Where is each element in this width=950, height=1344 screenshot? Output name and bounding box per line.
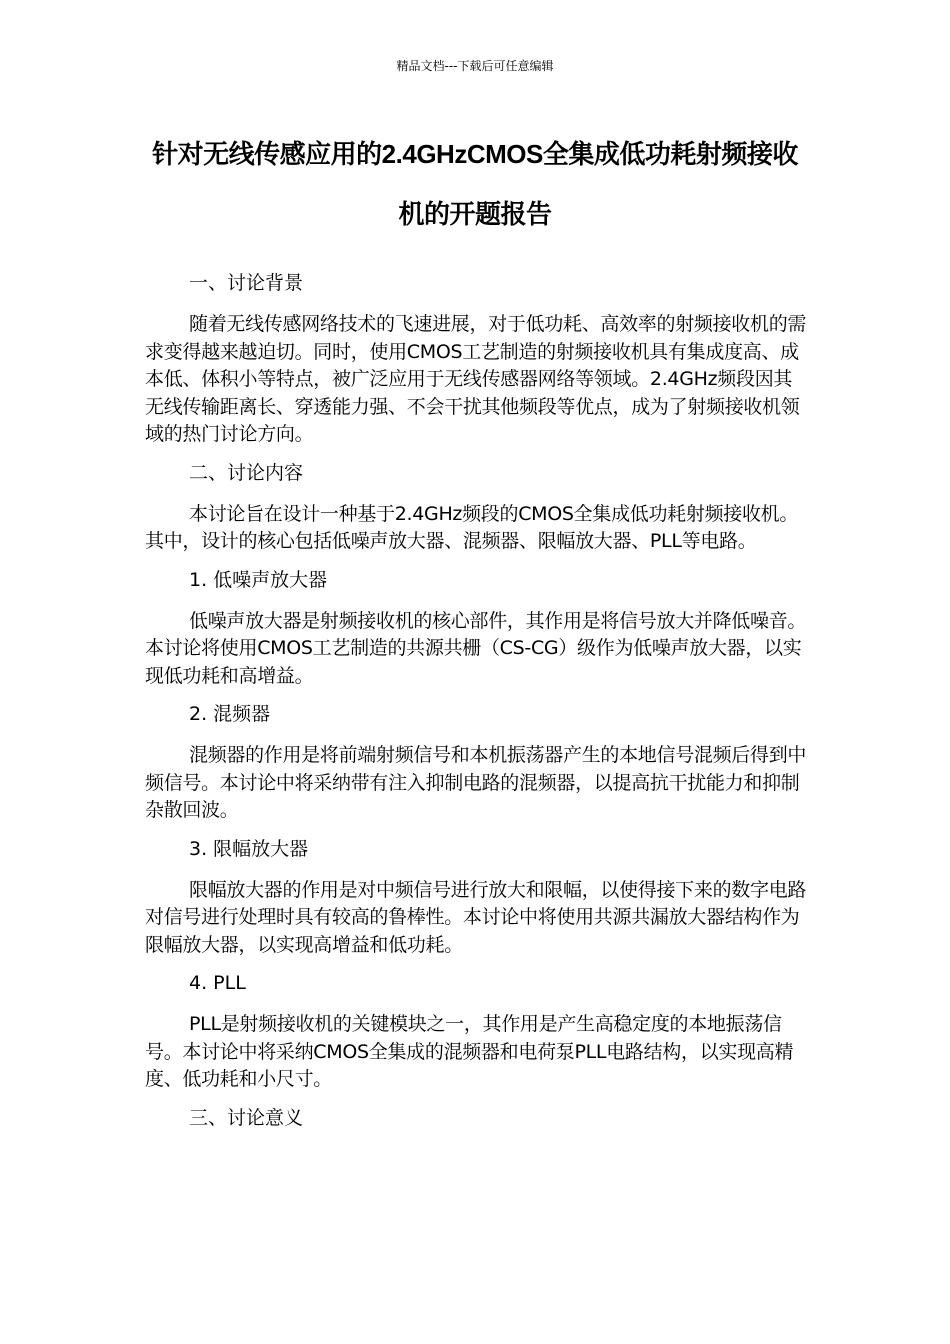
subsection-paragraph: 限幅放大器的作用是对中频信号进行放大和限幅，以使得接下来的数字电路对信号进行处理时具有较高的鲁棒性。本讨论中将使用共源共漏放大器结构作为限幅放大器，以实现高增益和低功耗。: [145, 878, 807, 956]
subsection-lna: [145, 567, 810, 691]
section-background: [145, 270, 810, 449]
document-body: [145, 270, 810, 1146]
section-heading: 三、讨论意义: [189, 1106, 304, 1129]
subsection-mixer: [145, 701, 810, 825]
section-heading: 一、讨论背景: [189, 272, 304, 294]
section-content: [145, 460, 810, 556]
subsection-pll: [145, 970, 810, 1094]
subsection-limiting-amplifier: [145, 836, 810, 960]
page-header-note: 精品文档---下载后可任意编辑: [396, 59, 554, 73]
subsection-heading: 3. 限幅放大器: [189, 837, 309, 860]
section-significance: [145, 1105, 810, 1132]
subsection-heading: 2. 混频器: [189, 703, 271, 725]
subsection-heading: 4. PLL: [189, 972, 246, 994]
subsection-paragraph: 低噪声放大器是射频接收机的核心部件，其作用是将信号放大并降低噪音。本讨论将使用CMOS工艺制造的共源共栅（CS-CG）级作为低噪声放大器，以实现低功耗和高增益。: [145, 609, 807, 687]
section-paragraph: 本讨论旨在设计一种基于2.4GHz频段的CMOS全集成低功耗射频接收机。其中，设计的核心包括低噪声放大器、混频器、限幅放大器、PLL等电路。: [145, 502, 799, 552]
document-title: 针对无线传感应用的2.4GHzCMOS全集成低功耗射频接收机的开题报告: [152, 139, 798, 229]
section-paragraph: 随着无线传感网络技术的飞速进展，对于低功耗、高效率的射频接收机的需求变得越来越迫切。同时，使用CMOS工艺制造的射频接收机具有集成度高、成本低、体积小等特点，被广泛应用于无线传感器网络等领域。2.4GHz频段因其无线传输距离长、穿透能力强、不会干扰其他频段等优点，成为了射频接收机领域的热门讨论方向。: [145, 313, 807, 445]
subsection-heading: 1. 低噪声放大器: [189, 568, 328, 591]
subsection-paragraph: PLL是射频接收机的关键模块之一，其作用是产生高稳定度的本地振荡信号。本讨论中将采纳CMOS全集成的混频器和电荷泵PLL电路结构，以实现高精度、低功耗和小尺寸。: [145, 1013, 794, 1090]
subsection-paragraph: 混频器的作用是将前端射频信号和本机振荡器产生的本地信号混频后得到中频信号。本讨论中将采纳带有注入抑制电路的混频器，以提高抗干扰能力和抑制杂散回波。: [145, 744, 807, 821]
section-heading: 二、讨论内容: [189, 461, 304, 484]
